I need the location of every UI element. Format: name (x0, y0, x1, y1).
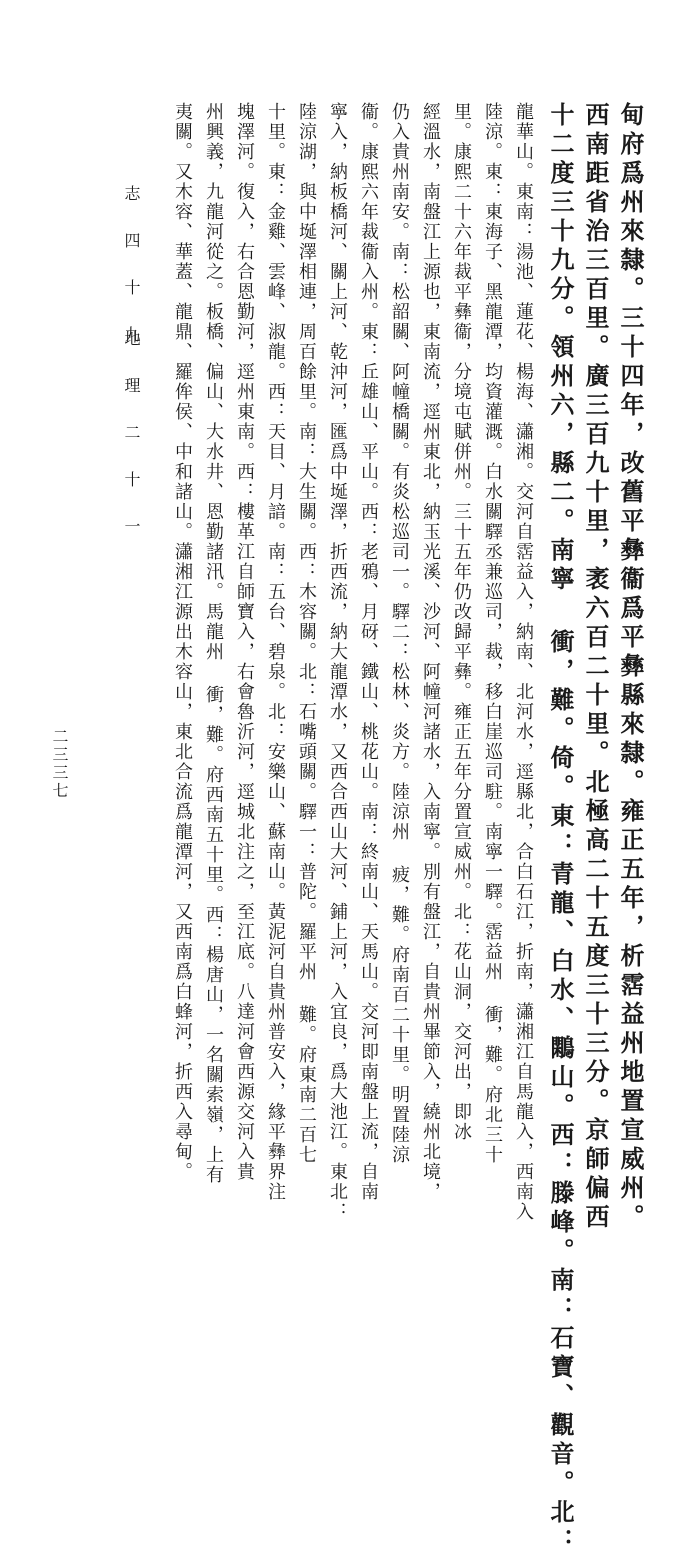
text-column-3: 十二度三十九分。領州六，縣二。南寧 衝，難。倚。東：青龍、白水、鷴山。西：滕峰。南：石寶、觀音。北： (546, 102, 575, 1557)
text-column-13: 塊澤河。復入，右合恩勤河，逕州東南。西：樓革江自師寶入，右會魯沂河，逕城北注之，至江底。八達河會西源交河入貴 (234, 102, 255, 1182)
text-column-9: 衞。康熙六年裁衞入州。東：丘雄山、平山。西：老鴉、月砑、鐵山、桃花山。南：終南山、天馬山。交河即南盤上流，自南 (358, 102, 379, 1202)
section-label: 地 理 二 十 一 (122, 330, 141, 540)
text-column-4: 龍華山。東南：湯池、蓮花、楊海、瀟湘。交河自霑益入，納南、北河水，逕縣北，合白石江，折南，瀟湘江自馬龍入，西南入 (513, 102, 534, 1222)
text-column-5: 陸涼。東：東海子、黑龍潭，均資灌溉。白水關驛丞兼巡司，裁，移白崖巡司駐。南寧一驛。霑益州 衝，難。府北三十 (482, 102, 503, 1165)
text-column-1: 甸府爲州來隸。三十四年，改舊平彝衞爲平彝縣來隸。雍正五年，析霑益州地置宣威州。 (616, 102, 645, 1233)
text-column-12: 十里。東：金雞、雲峰、淑龍。西：天目、月諳。南：五台、碧泉。北：安樂山、蘇南山。黃泥河自貴州普安入，緣平彝界注 (265, 102, 286, 1202)
text-column-15: 夷關。又木容、華蓋、龍鼎、羅侔侯、中和諸山。瀟湘江源出木容山，東北合流爲龍潭河，又西南爲白蜂河，折西入尋甸。 (172, 102, 193, 1182)
page-number: 二三三七 (50, 728, 69, 800)
text-column-10: 寧入，納板橋河、關上河、乾沖河，匯爲中埏澤，折西流，納大龍潭水，又西合西山大河、鋪上河，入宜良，爲大池江。東北： (327, 102, 348, 1222)
text-column-14: 州興義，九龍河從之。板橋、偏山、大水井、恩勤諸汛。馬龍州 衝，難。府西南五十里。西：楊唐山，一名關索嶺，上有 (203, 102, 224, 1185)
text-column-6: 里。康熙二十六年裁平彝衞，分境屯賦併州。三十五年仍改歸平彝。雍正五年分置宣威州。北：花山洞，交河出，即冰 (451, 102, 472, 1142)
volume-label: 志 四 十 九 (122, 185, 141, 348)
text-column-2: 西南距省治三百里。廣三百九十里，袤六百二十里。北極高二十五度三十三分。京師偏西 (581, 102, 610, 1233)
text-column-8: 仍入貴州南安。南：松韶關、阿幢橋關。有炎松巡司一。驛二：松林、炎方。陸涼州 疲，難。府南百二十里。明置陸涼 (389, 102, 410, 1165)
text-column-7: 經溫水，南盤江上源也，東南流，逕州東北，納玉光溪、沙河、阿幢河諸水，入南寧。別有盤江，自貴州畢節入，繞州北境， (420, 102, 441, 1202)
text-column-11: 陸涼湖，與中埏澤相連，周百餘里。南：大生關。西：木容關。北：石嘴頭關。驛一：普陀。羅平州 難。府東南二百七 (296, 102, 317, 1165)
